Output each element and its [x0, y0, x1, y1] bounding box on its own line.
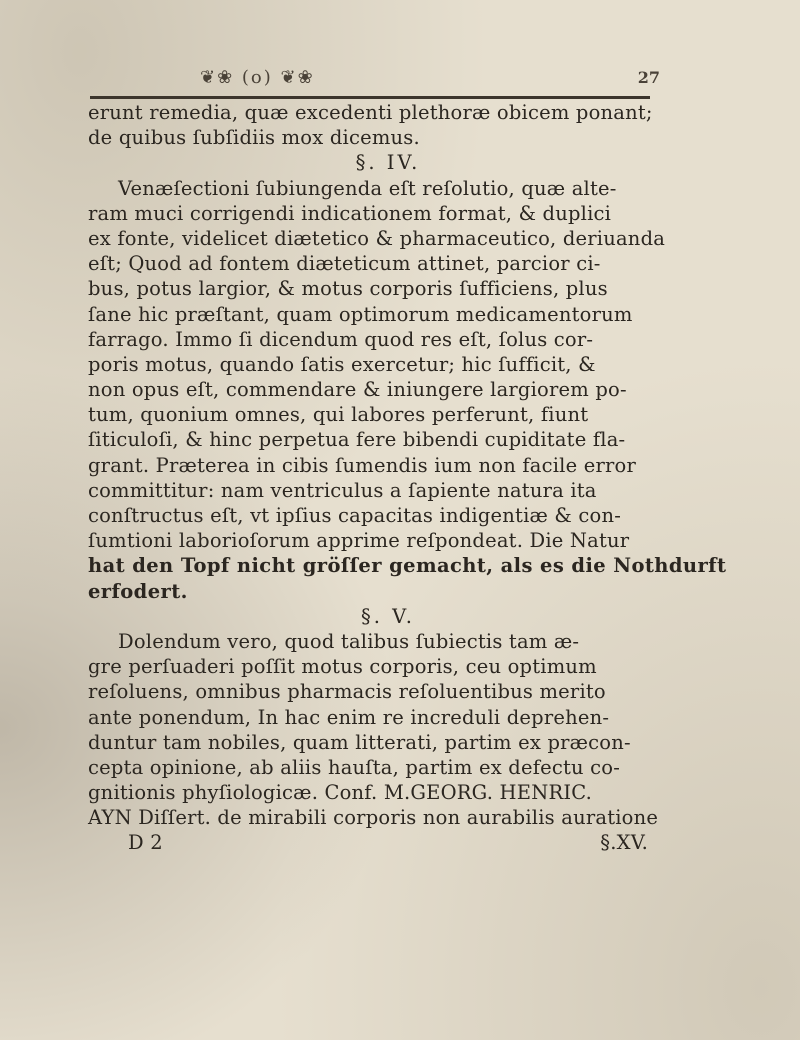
text-line: ram muci corrigendi indicationem format, & duplici: [88, 201, 612, 225]
text-line: de quibus ſubſidiis mox dicemus.: [88, 126, 420, 150]
section-heading: §. IV.: [355, 151, 421, 175]
text-line: Venæſectioni ſubiungenda eſt reſolutio, quæ alte-: [118, 176, 617, 200]
text-line: ſiticuloſi, & hinc perpetua fere bibendi cupiditate fla-: [88, 428, 626, 452]
text-line: conſtructus eſt, vt ipſius capacitas indigentiæ & con-: [88, 504, 621, 527]
text-line: eſt; Quod ad fontem diæteticum attinet, parcior ci-: [88, 252, 601, 276]
text-line: non opus eſt, commendare & iniungere largiorem po-: [88, 378, 627, 402]
text-line: duntur tam nobiles, quam litterati, partim ex præcon-: [88, 730, 631, 754]
text-line: ex fonte, videlicet diætetico & pharmaceutico, deriuanda: [88, 226, 666, 250]
section-heading: §. V.: [360, 604, 416, 628]
text-line: Dolendum vero, quod talibus ſubiectis tam æ-: [118, 629, 580, 653]
printer-ornament: ❦❀ (o) ❦❀: [200, 66, 315, 88]
text-line: ante ponendum, In hac enim re increduli deprehen-: [88, 705, 610, 729]
text-line: grant. Præterea in cibis ſumendis ium non facile error: [88, 453, 636, 477]
german-line: erfodert.: [88, 579, 188, 603]
text-line: ſane hic præſtant, quam optimorum medicamentorum: [88, 302, 633, 326]
german-line: hat den Topf nicht gröſſer gemacht, als es die Nothdurft: [88, 554, 727, 578]
signature-line: [128, 830, 648, 855]
header-ornament: [200, 62, 660, 92]
page-number: 27: [637, 67, 660, 87]
text-line: reſoluens, omnibus pharmacis reſoluentibus merito: [88, 680, 606, 704]
catchword: §.XV.: [600, 831, 648, 855]
header-rule: [90, 96, 650, 99]
signature-mark: D 2: [128, 831, 163, 855]
text-line: tum, quonium omnes, qui labores perferunt, fiunt: [88, 403, 589, 427]
text-line: ſumtioni laborioſorum apprime reſpondeat. Die Natur: [88, 529, 630, 553]
text-line: gre perſuaderi poſſit motus corporis, ceu optimum: [88, 655, 597, 679]
text-line: cepta opinione, ab aliis hauſta, partim ex defectu co-: [88, 755, 621, 779]
text-line: erunt remedia, quæ excedenti plethoræ obicem ponant;: [88, 101, 653, 124]
text-line: AYN Diſſert. de mirabili corporis non aurabilis auratione: [88, 806, 659, 830]
text-line: bus, potus largior, & motus corporis ſufficiens, plus: [88, 277, 608, 301]
body-text: [88, 100, 727, 856]
text-line: gnitionis phyſiologicæ. Conf. M.GEORG. HENRIC.: [88, 781, 593, 805]
text-line: committitur: nam ventriculus a ſapiente natura ita: [88, 478, 597, 502]
text-line: farrago. Immo ſi dicendum quod res eſt, ſolus cor-: [88, 327, 594, 351]
text-line: poris motus, quando ſatis exercetur; hic ſufficit, &: [88, 352, 596, 376]
